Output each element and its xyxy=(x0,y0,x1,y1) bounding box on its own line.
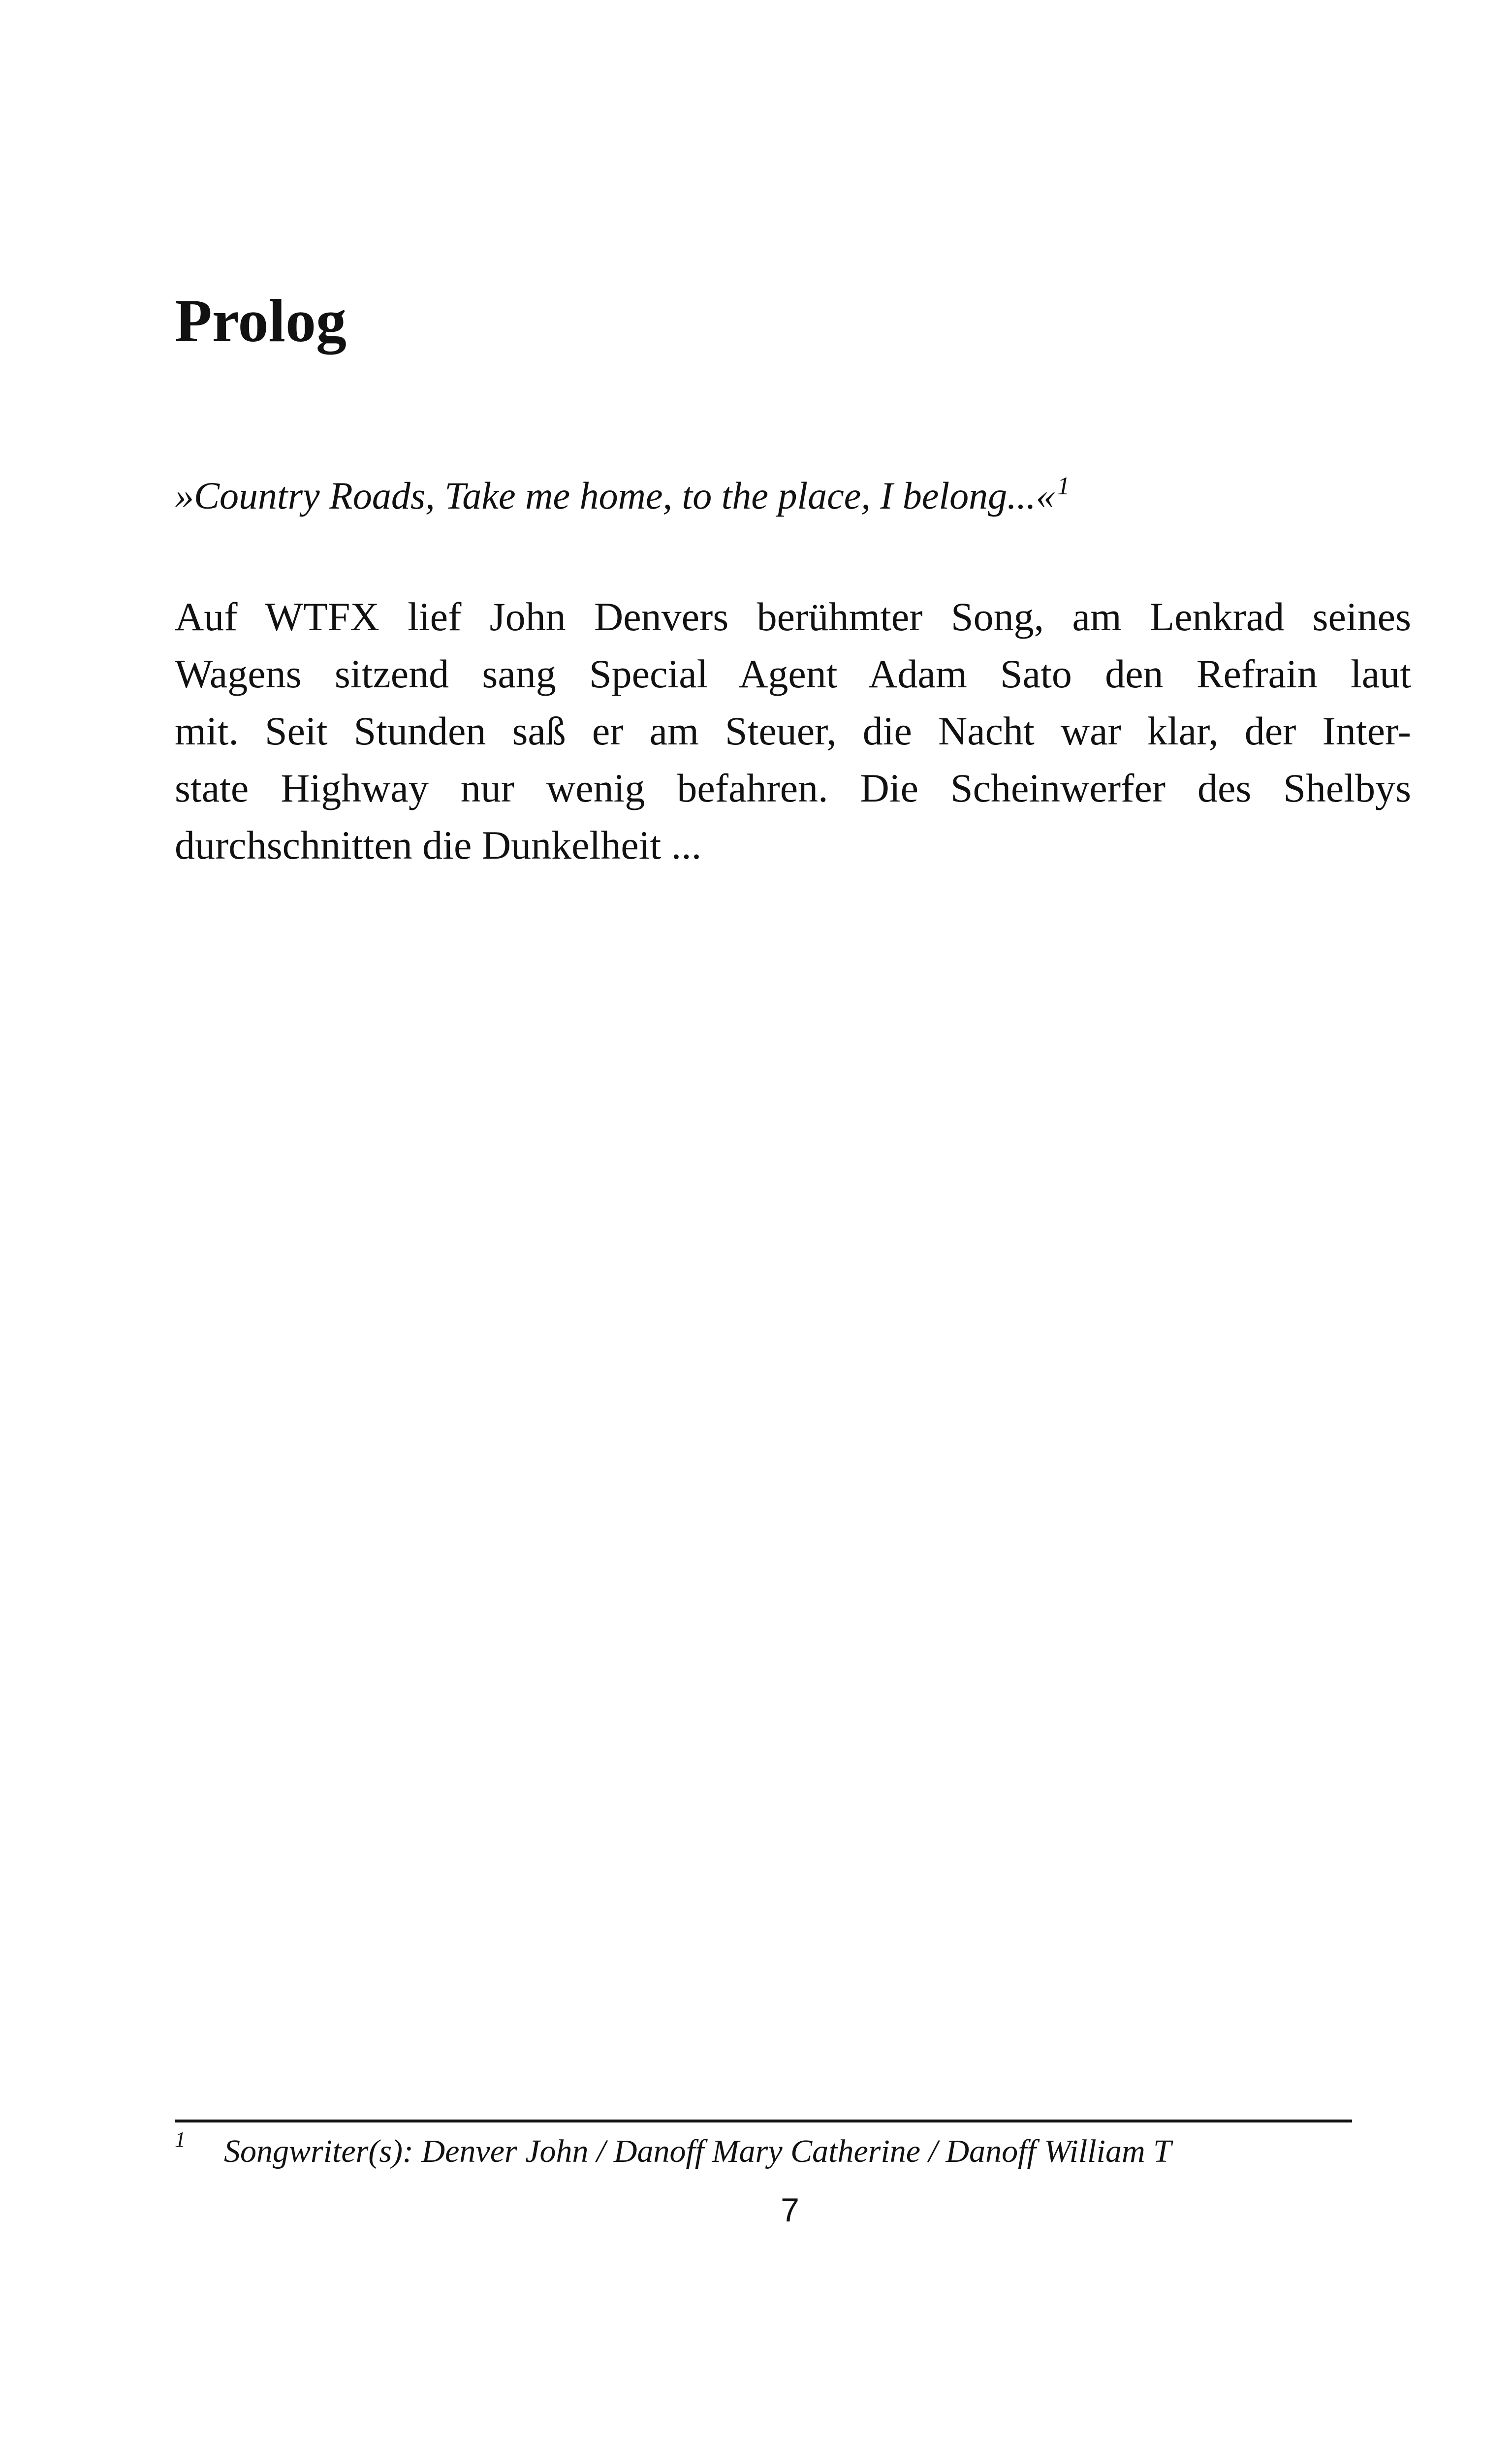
epigraph xyxy=(175,473,1070,519)
epigraph-text: »Country Roads, Take me home, to the place, I belong...« xyxy=(175,474,1055,517)
footnote: 1 Songwriter(s): Denver John / Danoff Mary Catherine / Danoff William T xyxy=(175,2127,1171,2169)
body-line: state Highway nur wenig befahren. Die Scheinwerfer des Shelbys xyxy=(175,766,1411,810)
page-number: 7 xyxy=(781,2191,799,2229)
body-paragraph xyxy=(175,588,1411,874)
body-line: Auf WTFX lief John Denvers berühmter Song, am Lenkrad seines xyxy=(175,594,1411,639)
footnote-divider xyxy=(175,2120,1352,2122)
footnote-text: Songwriter(s): Denver John / Danoff Mary Catherine / Danoff William T xyxy=(224,2133,1171,2169)
body-line: Wagens sitzend sang Special Agent Adam Sato den Refrain laut xyxy=(175,651,1411,696)
epigraph-footnote-ref: 1 xyxy=(1057,472,1070,501)
body-line: mit. Seit Stunden saß er am Steuer, die Nacht war klar, der Inter- xyxy=(175,708,1411,753)
body-line: durchschnitten die Dunkelheit ... xyxy=(175,823,702,868)
chapter-title: Prolog xyxy=(175,287,346,354)
